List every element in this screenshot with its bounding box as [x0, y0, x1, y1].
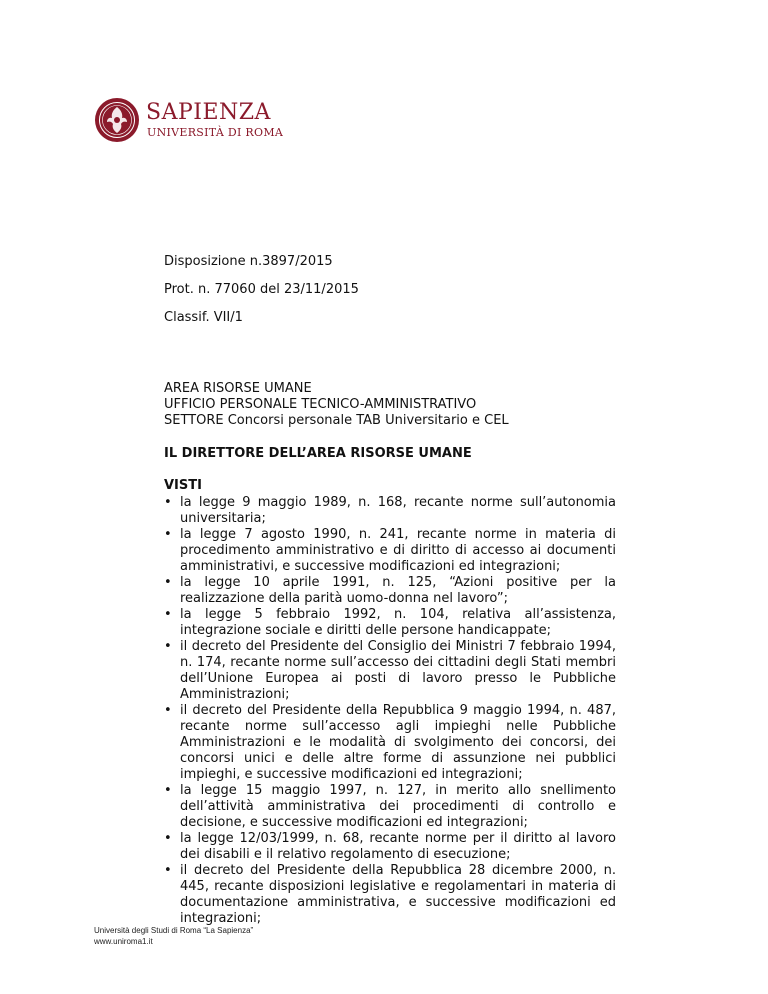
bullet-icon: •	[164, 639, 172, 654]
bullet-icon: •	[164, 575, 172, 590]
document-title: IL DIRETTORE DELL’AREA RISORSE UMANE	[164, 446, 472, 461]
bullet-icon: •	[164, 831, 172, 846]
logo-name: SAPIENZA	[146, 100, 271, 125]
bullet-icon: •	[164, 527, 172, 542]
bullet-icon: •	[164, 863, 172, 878]
bullet-icon: •	[164, 783, 172, 798]
list-item-text: la legge 7 agosto 1990, n. 241, recante norme in materia di procedimento amministrativo e di diritto di accesso ai documenti amministrativi, e successive modificazioni ed integrazioni;	[180, 527, 616, 574]
office-block	[164, 381, 616, 429]
protocol-number: Prot. n. 77060 del 23/11/2015	[164, 282, 359, 297]
bullet-icon: •	[164, 607, 172, 622]
list-item-text: il decreto del Presidente della Repubblica 28 dicembre 2000, n. 445, recante disposizioni legislative e regolamentari in materia di documentazione amministrativa, e successive modificazioni ed integrazioni;	[180, 863, 616, 926]
list-item	[164, 831, 616, 863]
bullet-icon: •	[164, 495, 172, 510]
list-item	[164, 703, 616, 783]
list-item	[164, 783, 616, 831]
document-body	[164, 254, 616, 927]
office-area: AREA RISORSE UMANE	[164, 381, 312, 396]
list-item	[164, 527, 616, 575]
list-item-text: la legge 15 maggio 1997, n. 127, in merito allo snellimento dell’attività amministrativa dei procedimenti di controllo e decisione, e successive modificazioni ed integrazioni;	[180, 783, 616, 830]
visti-list	[164, 495, 616, 927]
list-item-text: il decreto del Presidente della Repubblica 9 maggio 1994, n. 487, recante norme sull’accesso agli impieghi nelle Pubbliche Amministrazioni e le modalità di svolgimento dei concorsi, dei concorsi unici e delle altre forme di assunzione nei pubblici impieghi, e successive modificazioni ed integrazioni;	[180, 703, 616, 782]
university-logo	[94, 97, 284, 147]
page-footer	[94, 925, 253, 947]
list-item-text: il decreto del Presidente del Consiglio dei Ministri 7 febbraio 1994, n. 174, recante norme sull’accesso dei cittadini degli Stati membri dell’Unione Europea ai posti di lavoro presso le Pubbliche Amministrazioni;	[180, 639, 616, 702]
office-ufficio: UFFICIO PERSONALE TECNICO-AMMINISTRATIVO	[164, 397, 477, 412]
sapienza-seal-icon	[94, 97, 140, 143]
bullet-icon: •	[164, 703, 172, 718]
classification: Classif. VII/1	[164, 310, 243, 325]
office-settore: SETTORE Concorsi personale TAB Universitario e CEL	[164, 413, 509, 428]
visti-heading: VISTI	[164, 478, 202, 493]
list-item	[164, 863, 616, 927]
list-item	[164, 495, 616, 527]
list-item-text: la legge 10 aprile 1991, n. 125, “Azioni positive per la realizzazione della parità uomo-donna nel lavoro”;	[180, 575, 616, 606]
list-item	[164, 639, 616, 703]
list-item-text: la legge 12/03/1999, n. 68, recante norme per il diritto al lavoro dei disabili e il relativo regolamento di esecuzione;	[180, 831, 616, 862]
list-item	[164, 575, 616, 607]
disposizione-number: Disposizione n.3897/2015	[164, 254, 333, 269]
logo-subtitle: UNIVERSITÀ DI ROMA	[147, 126, 284, 139]
footer-university: Università degli Studi di Roma “La Sapienza”	[94, 926, 254, 935]
footer-website: www.uniroma1.it	[94, 937, 153, 946]
list-item-text: la legge 9 maggio 1989, n. 168, recante norme sull’autonomia universitaria;	[180, 495, 616, 526]
list-item-text: la legge 5 febbraio 1992, n. 104, relativa all’assistenza, integrazione sociale e diritti delle persone handicappate;	[180, 607, 616, 638]
list-item	[164, 607, 616, 639]
